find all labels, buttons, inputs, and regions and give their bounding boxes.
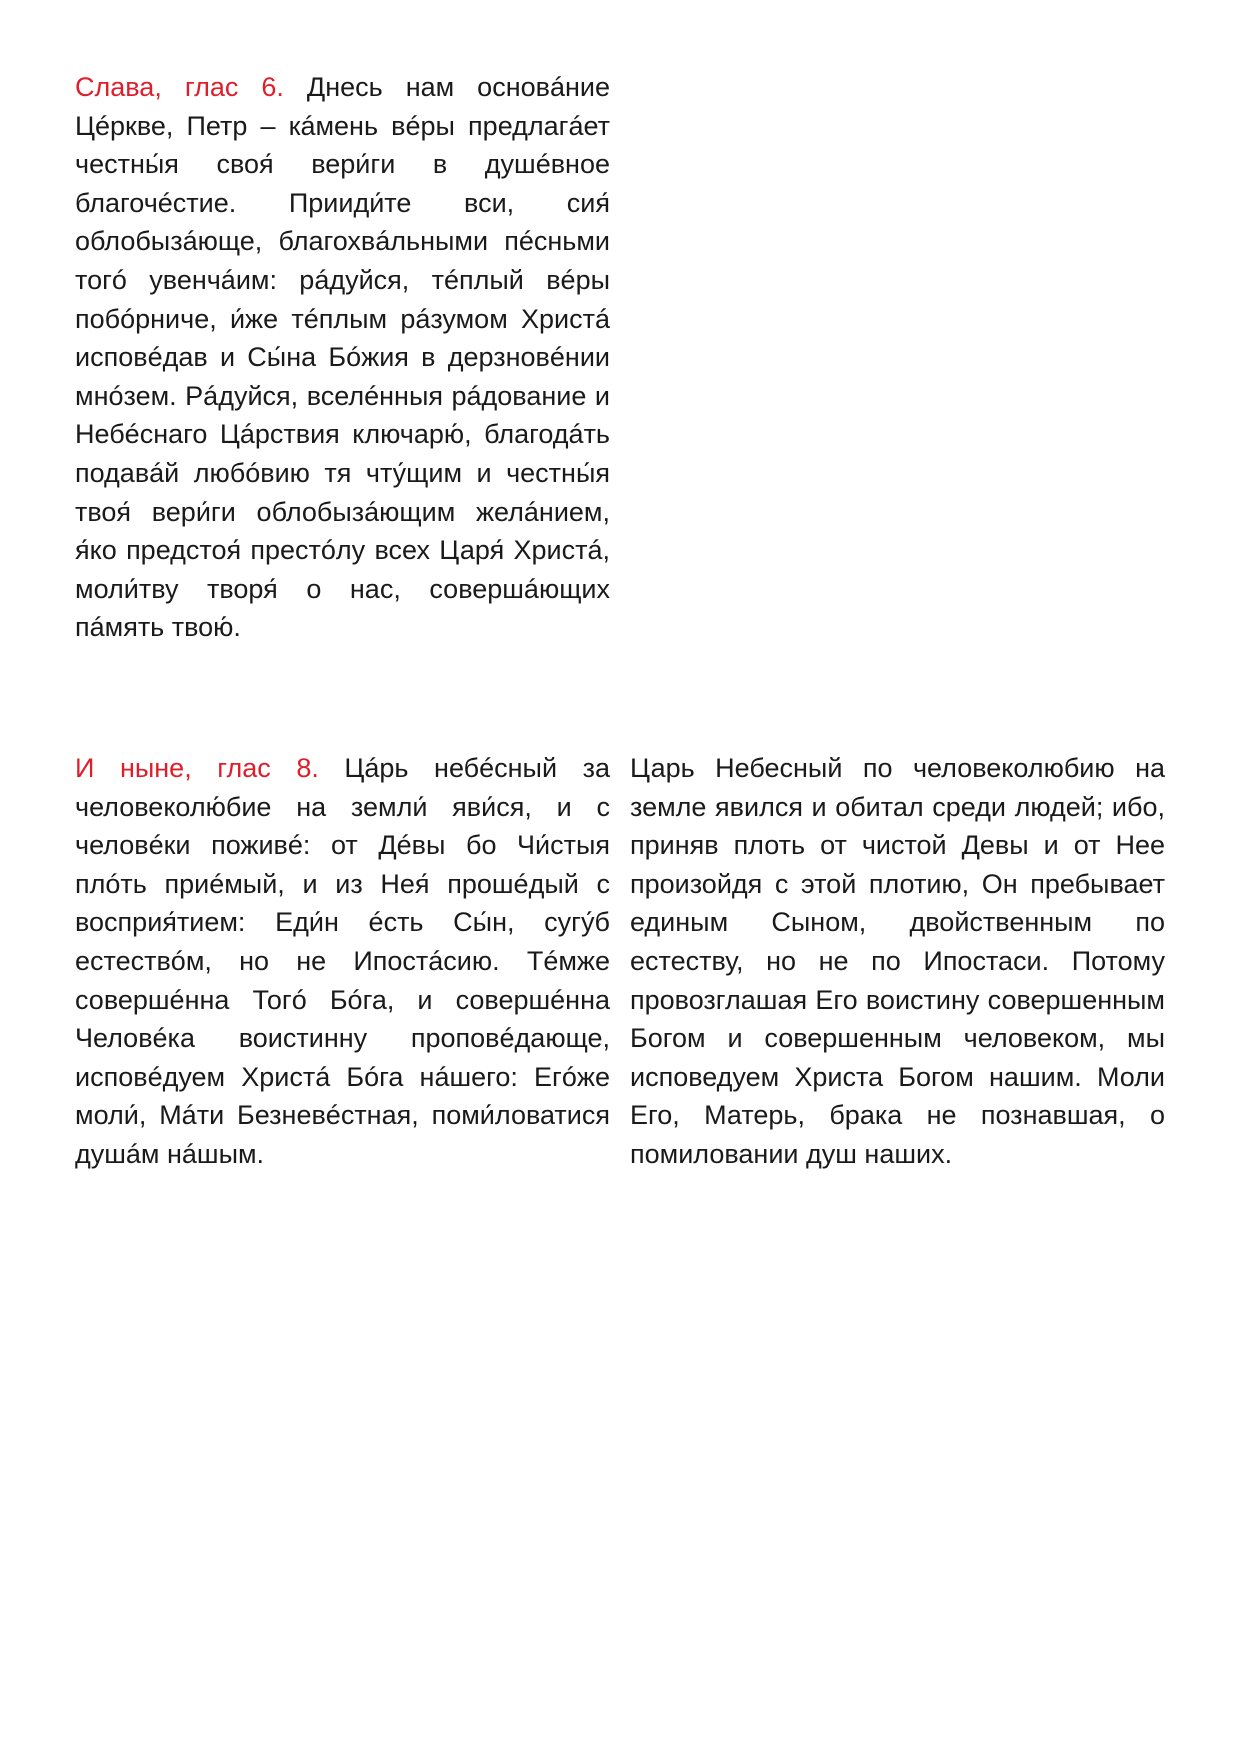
- rubric-and-now: И ныне, глас 8.: [75, 753, 319, 783]
- rubric-glory: Слава, глас 6.: [75, 72, 284, 102]
- hymn-glory-tone-6: [75, 68, 610, 647]
- hymn-text: Днесь нам основáние Цéркве, Петр – кáмень вéры предлагáет честны́я своя́ вери́ги в душéвное благочéстие. Прииди́те вси, сия́ облобызáюще, благохвáльными пéсньми тогó увенчáим: рáдуйся, тéплый вéры побóрниче, и́же тéплым рáзумом Христá исповéдав и Сы́на Бóжия в дерзновéнии мнóзем. Рáдуйся, вселéнныя рáдование и Небéснаго Цáрствия ключарю́, благодáть подавáй любóвию тя чту́щим и честны́я твоя́ вери́ги облобызáющим желáнием, я́ко предстоя́ престóлу всех Царя́ Христá, моли́тву творя́ о нас, совершáющих пáмять твою́.: [75, 72, 610, 643]
- hymn-translation: [630, 749, 1165, 1174]
- hymn-and-now-tone-8: [75, 749, 610, 1174]
- translation-text: Царь Небесный по человеколюбию на земле явился и обитал среди людей; ибо, приняв плоть от чистой Девы и от Нее произойдя с этой плотию, Он пребывает единым Сыном, двойственным по естеству, но не по Ипостаси. Потому провозглашая Его воистину совершенным Богом и совершенным человеком, мы исповедуем Христа Богом нашим. Моли Его, Матерь, брака не познавшая, о помиловании душ наших.: [630, 753, 1165, 1169]
- hymn-text: Цáрь небéсный за человеколю́бие на земли́ яви́ся, и с человéки поживé: от Дéвы бо Чи́стыя плóть приéмый, и из Нея́ прошéдый с восприя́тием: Еди́н éсть Сы́н, сугу́б естествóм, но не Ипостáсию. Тéмже совершéнна Тогó Бóга, и совершéнна Человéка воистинну проповéдающе, исповéдуем Христá Бóга нáшего: Егóже моли́, Мáти Безневéстная, поми́ловатися душáм нáшым.: [75, 753, 610, 1169]
